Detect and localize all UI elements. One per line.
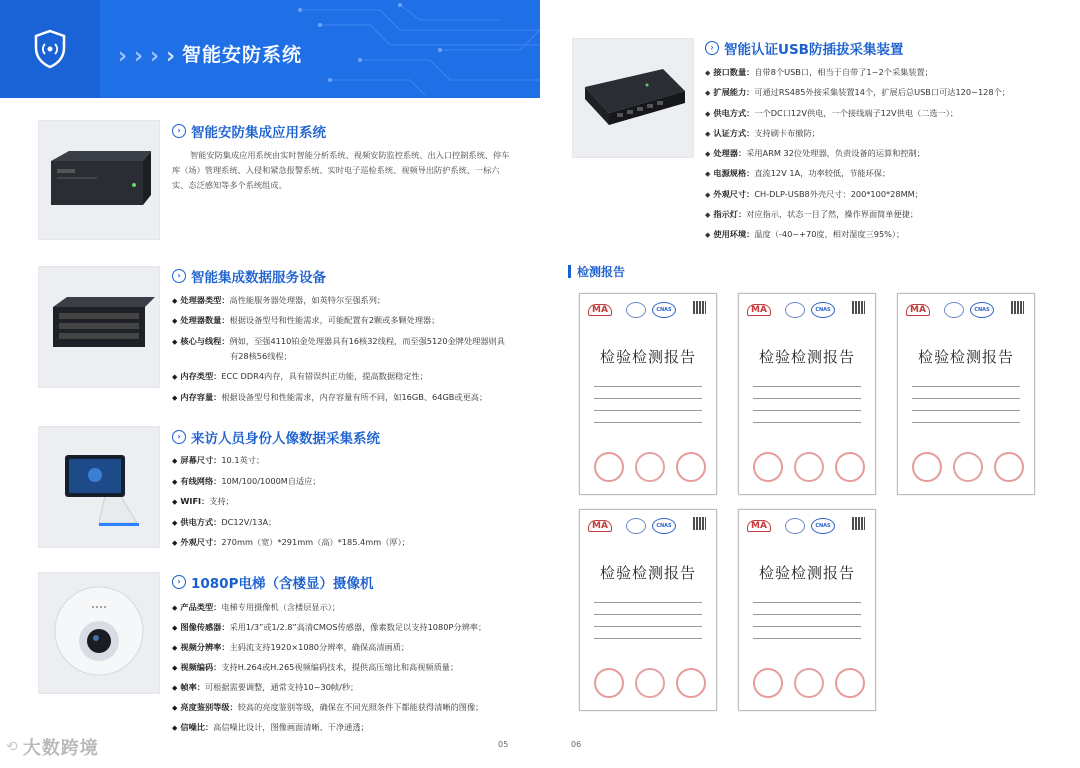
- spec-line: ◆ 指示灯：对应指示，状态一目了然，操作界面简单便捷；: [705, 209, 919, 219]
- chevron-right-icon: ›: [172, 124, 186, 138]
- chevron-icon: ›: [134, 44, 144, 69]
- spec-line: ◆ 图像传感器：采用1/3”或1/2.8”高清CMOS传感器，像素数足以支持1080P分辨率；: [172, 622, 487, 632]
- qr-code-icon: [1011, 301, 1024, 314]
- spec-line: ◆ 外观尺寸：CH-DLP-USB8外壳尺寸：200*100*28MM；: [705, 189, 923, 199]
- spec-line: ◆ 核心与线程：例如，至强4110铂金处理器具有16核32线程，而至强5120金牌处理器则具 有28核56线程；: [172, 336, 505, 361]
- shield-icon-box: [0, 0, 100, 98]
- spec-line: ◆ 视频编码：支持H.264或H.265视频编码技术，提供高压缩比和高视频质量；: [172, 662, 459, 672]
- qr-code-icon: [852, 301, 865, 314]
- spec-line: ◆ 认证方式：支持刷卡布撤防；: [705, 128, 820, 138]
- spec-line: ◆ 使用环境：温度（-40~+70度，相对湿度三95%）；: [705, 229, 905, 239]
- chevron-right-icon: ›: [172, 575, 186, 589]
- qr-code-icon: [852, 517, 865, 530]
- storage-server-image: [38, 266, 160, 388]
- chevron-right-icon: ›: [172, 269, 186, 283]
- spec-line: ◆ 外观尺寸：270mm（宽）*291mm（高）*185.4mm（厚）；: [172, 537, 410, 547]
- spec-line: ◆ 帧率：可根据需要调整，通常支持10~30帧/秒；: [172, 682, 359, 692]
- spec-line: ◆ 内存类型：ECC DDR4内存，具有错误纠正功能，提高数据稳定性；: [172, 371, 428, 381]
- spec-line: ◆ 屏幕尺寸：10.1英寸；: [172, 455, 265, 465]
- chevron-right-icon: ›: [172, 430, 186, 444]
- reports-heading: 检测报告: [568, 263, 625, 280]
- test-report-certificate: MA CNAS 检验检测报告: [579, 293, 717, 495]
- page-title: 智能安防系统: [182, 44, 303, 66]
- face-terminal-image: [38, 426, 160, 548]
- qr-code-icon: [693, 517, 706, 530]
- watermark-logo-icon: ⟲: [6, 739, 19, 755]
- section-title: › 来访人员身份人像数据采集系统: [172, 427, 380, 447]
- test-report-certificate: MA CNAS 检验检测报告: [897, 293, 1035, 495]
- section-title: › 智能认证USB防插拔采集装置: [705, 38, 903, 58]
- watermark: ⟲ 大数跨境: [6, 738, 99, 759]
- spec-line: ◆ 亮度鉴别等级：较高的亮度鉴别等级，确保在不同光照条件下都能获得清晰的图像；: [172, 702, 484, 712]
- spec-line: ◆ 处理器：采用ARM 32位处理器，负责设备的运算和控制；: [705, 148, 925, 158]
- test-report-certificate: MA CNAS 检验检测报告: [579, 509, 717, 711]
- chevron-icon: ›: [166, 44, 176, 69]
- chevron-icon: ›: [150, 44, 160, 69]
- usb-device-image: [572, 38, 694, 158]
- chevron-right-icon: ›: [705, 41, 719, 55]
- dome-camera-image: [38, 572, 160, 694]
- section-title: › 智能集成数据服务设备: [172, 266, 326, 286]
- shield-icon: [33, 29, 67, 69]
- test-report-certificate: MA CNAS 检验检测报告: [738, 509, 876, 711]
- test-report-certificate: MA CNAS 检验检测报告: [738, 293, 876, 495]
- spec-line: ◆ 接口数量：自带8个USB口，相当于自带了1~2个采集装置；: [705, 67, 933, 77]
- section-title: › 1080P电梯（含楼显）摄像机: [172, 572, 373, 592]
- server-chassis-image: [38, 120, 160, 240]
- qr-code-icon: [693, 301, 706, 314]
- page-number: 05: [498, 740, 509, 749]
- spec-line: ◆ 处理器数量：根据设备型号和性能需求，可能配置有2颗或多颗处理器；: [172, 315, 440, 325]
- spec-line: ◆ 产品类型：电梯专用摄像机（含楼层显示）；: [172, 602, 341, 612]
- spec-line: ◆ 视频分辨率：主码流支持1920×1080分辨率，确保高清画质；: [172, 642, 410, 652]
- spec-line: ◆ WIFI：支持；: [172, 496, 234, 506]
- page-number: 06: [571, 740, 582, 749]
- section-title: › 智能安防集成应用系统: [172, 121, 326, 141]
- spec-line: ◆ 电源规格：直流12V 1A，功率较低，节能环保；: [705, 168, 891, 178]
- spec-line: ◆ 扩展能力：可通过RS485外接采集装置14个，扩展后总USB口可达120~128个；: [705, 87, 1010, 97]
- spec-line: ◆ 信噪比：高信噪比设计，图像画面清晰、干净通透；: [172, 722, 369, 732]
- spec-line: ◆ 有线网络：10M/100/1000M自适应；: [172, 476, 321, 486]
- spec-line: ◆ 供电方式：一个DC口12V供电，一个接线端子12V供电（二选一）；: [705, 108, 959, 118]
- chevron-icon: ›: [118, 44, 128, 69]
- section-description: 智能安防集成应用系统由实时智能分析系统、视频安防监控系统、出入口控制系统、停车库（场）管理系统、入侵和紧急报警系统、实时电子巡检系统、视频导出防护系统、一标六实、态泛感知等多个系统组成。: [172, 150, 510, 190]
- spec-line: ◆ 处理器类型：高性能服务器处理器，如英特尔至强系列；: [172, 295, 386, 305]
- spec-line: ◆ 供电方式：DC12V/13A；: [172, 517, 277, 527]
- spec-line: ◆ 内存容量：根据设备型号和性能需求，内存容量有所不同，如16GB、64GB或更高；: [172, 392, 488, 402]
- header-banner: [0, 0, 540, 98]
